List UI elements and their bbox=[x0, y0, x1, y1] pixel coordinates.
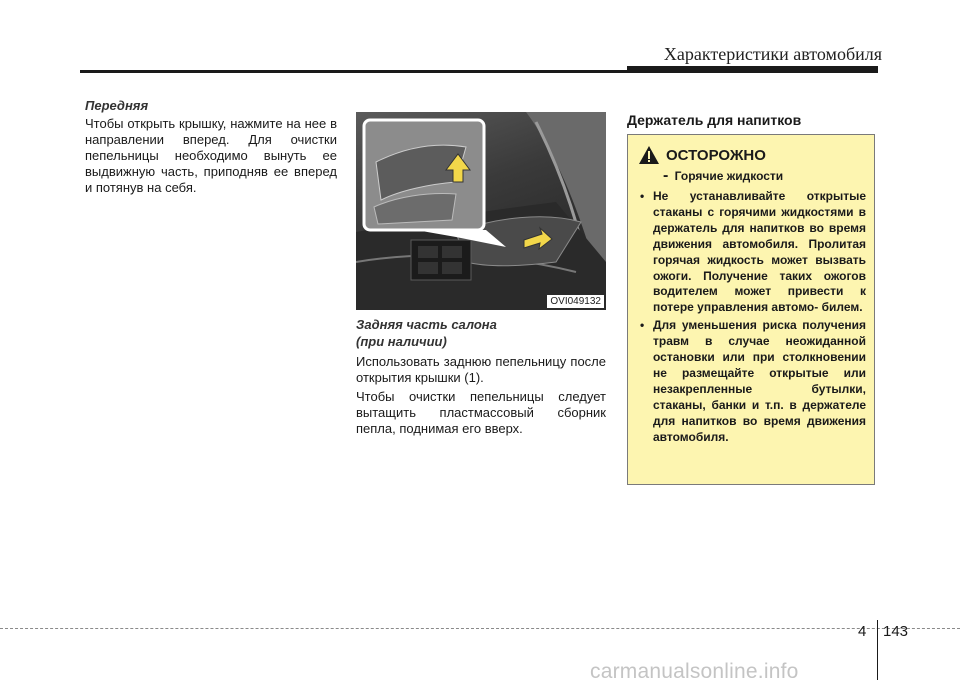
rear-ashtray-photo bbox=[356, 112, 606, 310]
front-ashtray-section bbox=[85, 98, 337, 196]
footer-divider bbox=[877, 620, 878, 680]
rear-paragraph-2: Чтобы очистки пепельницы следует вытащить пластмассовый сборник пепла, поднимая его вверх. bbox=[356, 389, 606, 436]
chapter-number: 4 bbox=[858, 623, 867, 640]
footer-rule bbox=[0, 628, 960, 629]
warning-title: ОСТОРОЖНО bbox=[666, 146, 766, 164]
front-subtitle: Передняя bbox=[85, 98, 149, 113]
warning-header bbox=[638, 145, 866, 165]
figure-code: OVI049132 bbox=[547, 295, 604, 308]
warning-triangle-icon bbox=[638, 145, 660, 165]
warning-subtitle bbox=[663, 167, 866, 185]
cup-holder-title: Держатель для напитков bbox=[627, 112, 802, 128]
watermark: carmanualsonline.info bbox=[590, 660, 799, 683]
rear-ashtray-section bbox=[356, 316, 606, 437]
warning-box bbox=[627, 134, 875, 485]
rear-paragraph-1: Использовать заднюю пепельницу после открытия крышки (1). bbox=[356, 354, 606, 385]
chapter-title: Характеристики автомобиля bbox=[663, 44, 882, 64]
warning-item: • Не устанавливайте открытые стаканы с горячими жидкостями в держатель для напитков во время движения автомобиля. Пролитая горячая жидкость может вызвать ожоги. Получение таких ожогов водителем может привести к потере управления автомо- билем. bbox=[638, 189, 866, 316]
warning-subtitle-text: Горячие жидкости bbox=[674, 169, 784, 183]
front-body-text: Чтобы открыть крышку, нажмите на нее в направлении вперед. Для очистки пепельницы необходимо вынуть ее выдвижную часть, приподняв ее вперед и потянув на себя. bbox=[85, 116, 337, 195]
rear-subtitle: Задняя часть салона bbox=[356, 317, 497, 332]
rear-subtitle-note: (при наличии) bbox=[356, 334, 447, 349]
warning-list bbox=[638, 189, 866, 446]
page-number: 143 bbox=[883, 623, 909, 640]
warning-dash: - bbox=[663, 167, 669, 184]
warning-item: • Для уменьшения риска получения травм в случае неожиданной остановки или при столкновении не размещайте открытые или незакрепленные бутылки, стаканы, банки и т.п. в держателе для напитков во время движения автомобиля. bbox=[638, 318, 866, 445]
header-rule-accent bbox=[627, 66, 878, 71]
door-panel-illustration bbox=[356, 112, 606, 310]
